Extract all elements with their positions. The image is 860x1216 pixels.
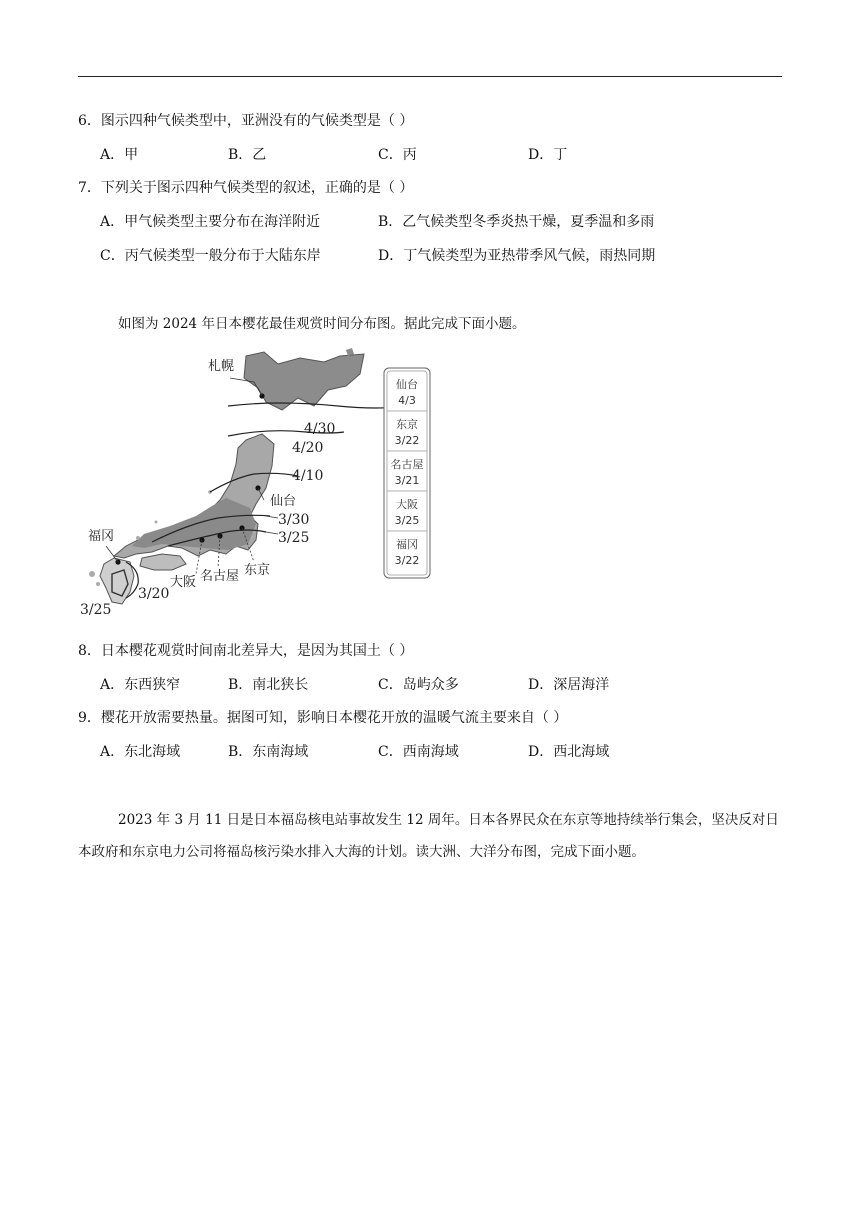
sakura-map	[78, 348, 438, 620]
shikoku-landmass	[140, 554, 186, 570]
kyushu-landmass	[100, 558, 134, 604]
question-number: 8．	[78, 643, 101, 659]
option-a[interactable]: A．东北海域	[100, 744, 181, 760]
option-b[interactable]: B．东南海域	[228, 744, 309, 760]
option-a[interactable]: A．东西狭窄	[100, 677, 181, 693]
city-label-fukuoka: 福冈	[88, 529, 115, 544]
question-stem: 图示四种气候类型中，亚洲没有的气候类型是（ ）	[100, 113, 414, 129]
isoline-label: 4/30	[304, 421, 336, 437]
option-d[interactable]: D．丁	[528, 147, 568, 163]
hokkaido-landmass	[244, 352, 364, 410]
question-number: 6．	[78, 113, 101, 129]
question-number: 9．	[78, 710, 101, 726]
option-c[interactable]: C．岛屿众多	[378, 677, 459, 693]
question-7	[78, 179, 413, 197]
city-label-osaka: 大阪	[170, 575, 197, 590]
isoline-label: 3/30	[278, 512, 310, 528]
option-d[interactable]: D．西北海域	[528, 744, 610, 760]
question-6	[78, 112, 413, 130]
legend-city: 大阪	[396, 498, 418, 511]
city-label-sapporo: 札幌	[208, 359, 235, 374]
question-stem: 下列关于图示四种气候类型的叙述，正确的是（ ）	[100, 180, 414, 196]
legend-date: 3/25	[394, 514, 420, 527]
option-a[interactable]: A．甲	[100, 147, 139, 163]
question-stem: 樱花开放需要热量。据图可知，影响日本樱花开放的温暖气流主要来自（ ）	[100, 710, 568, 726]
option-a[interactable]: A．甲气候类型主要分布在海洋附近	[100, 214, 321, 230]
option-d[interactable]: D．深居海洋	[528, 677, 610, 693]
legend-city: 仙台	[396, 378, 418, 391]
option-c[interactable]: C．丙	[378, 147, 417, 163]
isoline-label: 3/25	[278, 530, 310, 546]
option-b[interactable]: B．乙气候类型冬季炎热干燥，夏季温和多雨	[378, 214, 655, 230]
option-b[interactable]: B．南北狭长	[228, 677, 309, 693]
option-d[interactable]: D．丁气候类型为亚热带季风气候，雨热同期	[378, 248, 656, 264]
option-c[interactable]: C．西南海域	[378, 744, 459, 760]
question-9	[78, 709, 567, 727]
isoline-label: 4/20	[292, 440, 324, 456]
city-label-nagoya: 名古屋	[200, 569, 240, 584]
isoline-label: 3/25	[80, 602, 112, 618]
legend-date: 3/21	[394, 474, 420, 487]
legend-city: 福冈	[396, 538, 418, 551]
legend-date: 3/22	[394, 434, 420, 447]
legend-city: 名古屋	[390, 458, 424, 471]
isoline-label: 3/20	[138, 586, 170, 602]
option-c[interactable]: C．丙气候类型一般分布于大陆东岸	[100, 248, 321, 264]
sakura-intro: 如图为 2024 年日本樱花最佳观赏时间分布图。据此完成下面小题。	[118, 316, 526, 332]
option-b[interactable]: B．乙	[228, 147, 267, 163]
question-stem: 日本樱花观赏时间南北差异大，是因为其国土（ ）	[100, 643, 414, 659]
city-label-tokyo: 东京	[244, 563, 271, 578]
fukushima-intro: 2023 年 3 月 11 日是日本福岛核电站事故发生 12 周年。日本各界民众在东京等地持续举行集会，坚决反对日本政府和东京电力公司将福岛核污染水排入大海的计划。读大洲、大洋分布图，完成下面小题。	[78, 812, 779, 860]
legend-date: 3/22	[394, 554, 420, 567]
isoline-label: 4/10	[292, 468, 324, 484]
question-number: 7．	[78, 180, 101, 196]
legend-date: 4/3	[398, 394, 416, 407]
legend-city: 东京	[396, 418, 418, 431]
question-8	[78, 642, 413, 660]
city-label-sendai: 仙台	[270, 494, 297, 509]
header-rule	[78, 76, 782, 77]
